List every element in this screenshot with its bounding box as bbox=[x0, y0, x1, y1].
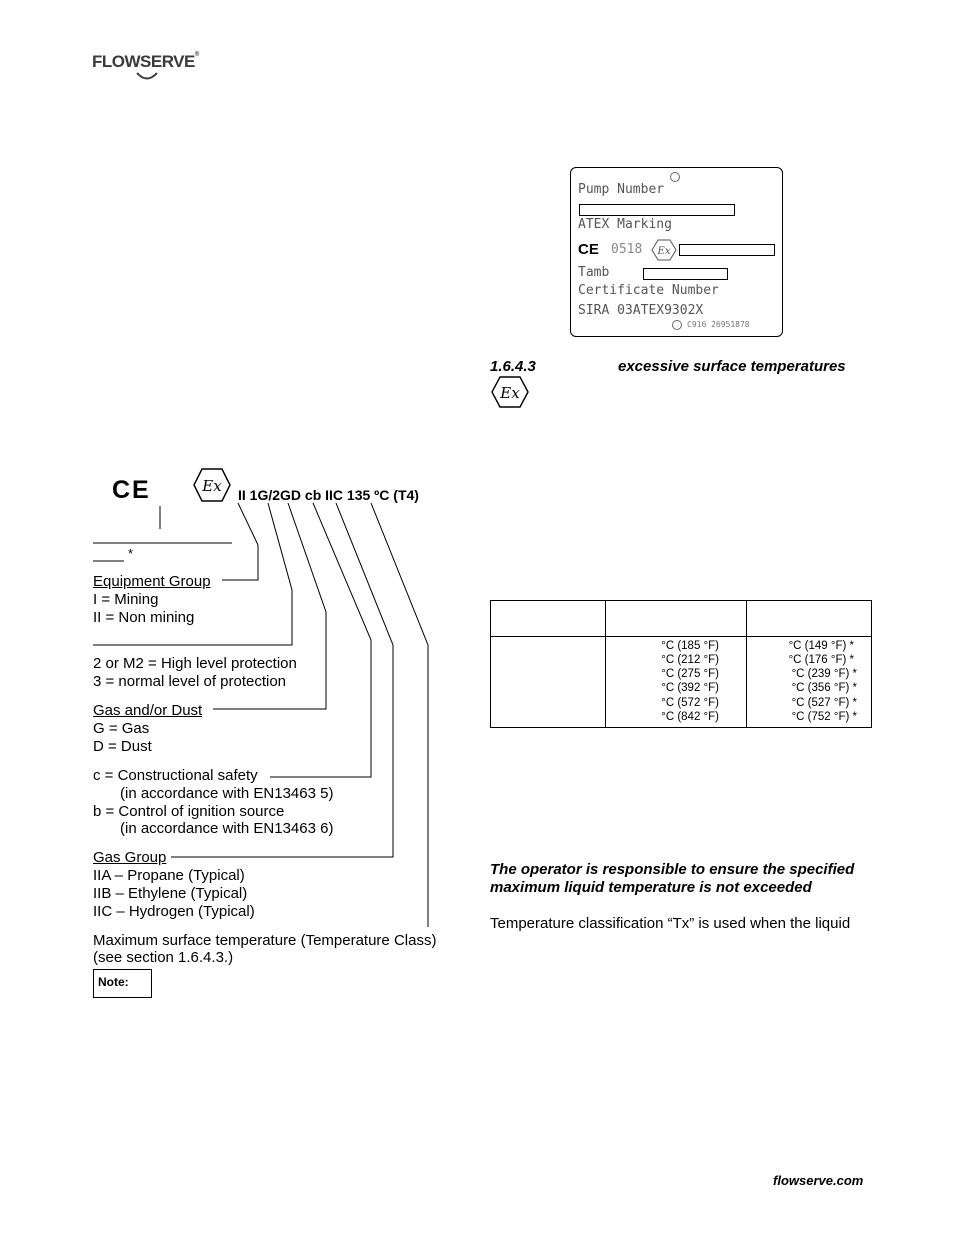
certificate-number-label: Certificate Number bbox=[578, 283, 719, 298]
certificate-number: SIRA 03ATEX9302X bbox=[578, 303, 704, 318]
table-cell: °C (356 °F) * bbox=[791, 682, 857, 694]
table-cell: °C (176 °F) * bbox=[788, 654, 854, 666]
table-cell: °C (149 °F) * bbox=[788, 640, 854, 652]
category-line: 2 or M2 = High level protection bbox=[93, 655, 297, 672]
notified-body-number: 0518 bbox=[611, 242, 643, 257]
table-cell: °C (572 °F) bbox=[661, 697, 719, 709]
gas-group-line: IIC – Hydrogen (Typical) bbox=[93, 903, 255, 920]
table-cell: °C (392 °F) bbox=[661, 682, 719, 694]
table-cell: °C (239 °F) * bbox=[791, 668, 857, 680]
svg-text:Ex: Ex bbox=[657, 246, 671, 257]
table-column-divider bbox=[746, 601, 747, 727]
section-number: 1.6.4.3 bbox=[490, 358, 536, 375]
gas-group-line: IIA – Propane (Typical) bbox=[93, 867, 245, 884]
equipment-group-heading: Equipment Group bbox=[93, 573, 211, 590]
pump-number-label: Pump Number bbox=[578, 182, 665, 197]
operator-note-line: The operator is responsible to ensure the specified bbox=[490, 861, 855, 878]
svg-text:Ex: Ex bbox=[202, 477, 222, 495]
table-cell: °C (185 °F) bbox=[661, 640, 719, 652]
tamb-label: Tamb bbox=[578, 265, 610, 280]
tx-classification-text: Temperature classification “Tx” is used when the liquid bbox=[490, 915, 851, 932]
table-cell: °C (212 °F) bbox=[661, 654, 719, 666]
atex-marking-code: II 1G/2GD cb IIC 135 ºC (T4) bbox=[238, 487, 419, 503]
logo-text: FLOWSERVE bbox=[92, 52, 195, 71]
operator-note-line: maximum liquid temperature is not exceeded bbox=[490, 879, 812, 896]
part-code: C916 26951878 bbox=[687, 320, 750, 329]
marking-asterisk: * bbox=[128, 546, 134, 561]
temperature-class-table bbox=[490, 600, 872, 728]
gas-dust-heading: Gas and/or Dust bbox=[93, 702, 203, 719]
table-column-divider bbox=[605, 601, 606, 727]
protection-b-sub: (in accordance with EN13463 6) bbox=[120, 820, 334, 837]
gas-group-heading: Gas Group bbox=[93, 849, 167, 866]
table-header-divider bbox=[491, 636, 871, 637]
atex-marking-label: ATEX Marking bbox=[578, 217, 672, 232]
equipment-group-line: I = Mining bbox=[93, 591, 159, 608]
gas-group-line: IIB – Ethylene (Typical) bbox=[93, 885, 248, 902]
table-cell: °C (275 °F) bbox=[661, 668, 719, 680]
logo-registered-mark: ® bbox=[194, 52, 200, 58]
protection-c-sub: (in accordance with EN13463 5) bbox=[120, 785, 334, 802]
table-cell: °C (842 °F) bbox=[661, 711, 719, 723]
footer-url[interactable]: flowserve.com bbox=[773, 1173, 864, 1188]
equipment-group-line: II = Non mining bbox=[93, 609, 195, 626]
table-cell: °C (752 °F) * bbox=[791, 711, 857, 723]
gas-dust-line: D = Dust bbox=[93, 738, 152, 755]
note-label: Note: bbox=[98, 975, 129, 989]
max-temp-line: Maximum surface temperature (Temperature Class) bbox=[93, 932, 437, 949]
protection-c-line: c = Constructional safety bbox=[93, 767, 258, 784]
category-line: 3 = normal level of protection bbox=[93, 673, 287, 690]
protection-b-line: b = Control of ignition source bbox=[93, 803, 285, 820]
note-box bbox=[93, 969, 152, 998]
section-title: excessive surface temperatures bbox=[618, 358, 846, 375]
gas-dust-line: G = Gas bbox=[93, 720, 150, 737]
max-temp-line: (see section 1.6.4.3.) bbox=[93, 949, 234, 966]
ce-mark-icon: CE bbox=[578, 241, 599, 258]
table-cell: °C (527 °F) * bbox=[791, 697, 857, 709]
ce-mark-icon: CE bbox=[112, 476, 151, 504]
svg-text:Ex: Ex bbox=[500, 384, 520, 402]
